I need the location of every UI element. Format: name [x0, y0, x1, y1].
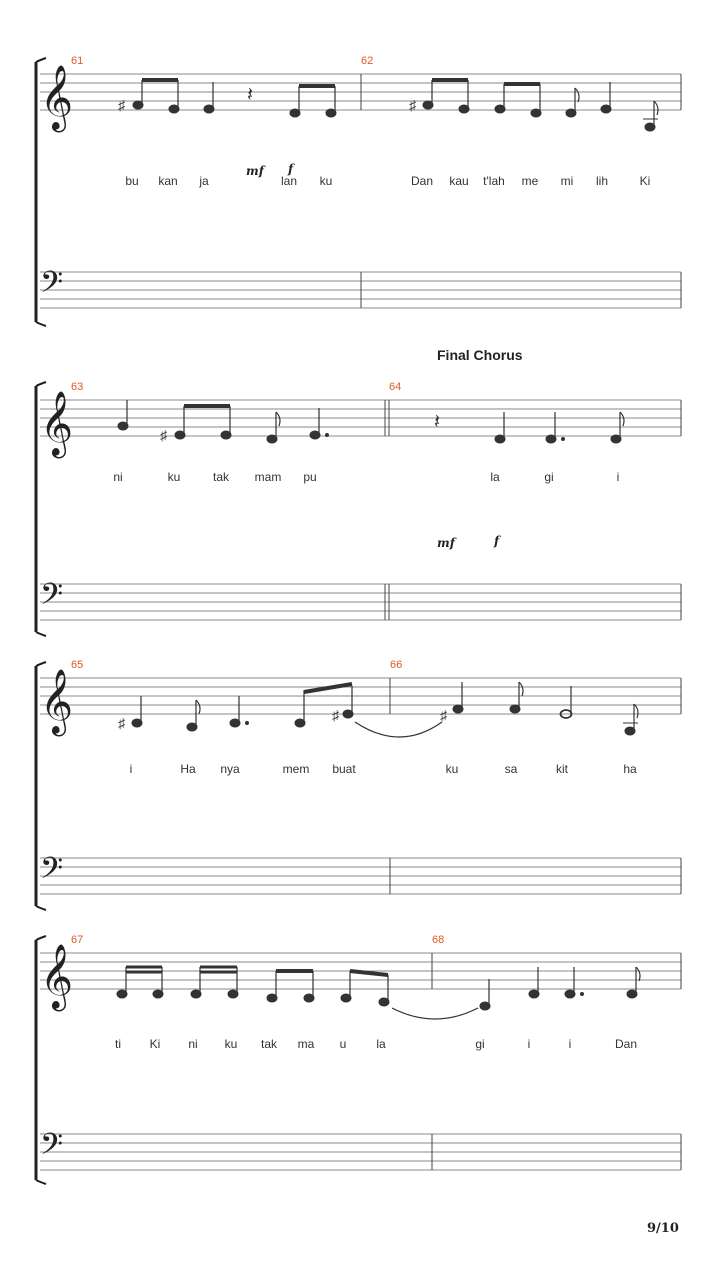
lyric-syllable: ku — [224, 1037, 238, 1051]
lyric-syllable: Dan — [410, 174, 434, 188]
lyric-syllable: kau — [449, 174, 469, 188]
lyric-syllable: ku — [445, 762, 459, 776]
lyric-syllable: la — [490, 470, 500, 484]
measure-number: 61 — [71, 55, 84, 67]
lyric-syllable: ha — [623, 762, 637, 776]
svg-text:𝄽: 𝄽 — [247, 84, 254, 106]
measure-number: 67 — [71, 934, 84, 946]
section-title: Final Chorus — [437, 347, 523, 363]
lyric-syllable: Ki — [149, 1037, 161, 1051]
lyric-syllable: ku — [319, 174, 333, 188]
svg-text:𝄽: 𝄽 — [434, 411, 441, 433]
dynamic-marking: mf — [246, 164, 264, 178]
svg-text:♯: ♯ — [409, 97, 416, 113]
bass-clef-icon: 𝄢 — [40, 852, 64, 893]
lyric-syllable: gi — [475, 1037, 485, 1051]
lyric-syllable: gi — [544, 470, 554, 484]
lyric-syllable: kan — [158, 174, 178, 188]
page-number: 9/10 — [647, 1221, 679, 1236]
lyric-syllable: i — [616, 470, 620, 484]
lyric-syllable: ti — [115, 1037, 121, 1051]
svg-text:♯: ♯ — [160, 427, 167, 443]
lyric-syllable: kit — [556, 762, 568, 776]
measure-number: 62 — [361, 55, 374, 67]
svg-text:♯: ♯ — [440, 707, 447, 723]
lyric-syllable: ku — [167, 470, 181, 484]
treble-clef-icon: 𝄞 — [40, 944, 74, 1009]
lyric-syllable: sa — [504, 762, 518, 776]
lyric-syllable: mem — [282, 762, 310, 776]
bass-clef-icon: 𝄢 — [40, 266, 64, 307]
dynamic-marking: f — [288, 162, 294, 176]
measure-number: 65 — [71, 659, 84, 671]
lyric-syllable: lih — [595, 174, 609, 188]
bass-clef-icon: 𝄢 — [40, 1128, 64, 1169]
lyric-syllable: Ki — [639, 174, 651, 188]
lyric-syllable: i — [568, 1037, 572, 1051]
measure-number: 68 — [432, 934, 445, 946]
lyric-syllable: Ha — [180, 762, 196, 776]
measure-number: 64 — [389, 381, 402, 393]
lyric-syllable: nya — [220, 762, 240, 776]
lyric-syllable: la — [376, 1037, 386, 1051]
lyric-syllable: ma — [297, 1037, 315, 1051]
lyric-syllable: tak — [260, 1037, 278, 1051]
lyric-syllable: ja — [199, 174, 209, 188]
treble-clef-icon: 𝄞 — [40, 669, 74, 734]
bass-clef-icon: 𝄢 — [40, 578, 64, 619]
measure-number: 66 — [390, 659, 403, 671]
measure-number: 63 — [71, 381, 84, 393]
lyric-syllable: pu — [303, 470, 317, 484]
lyric-syllable: i — [129, 762, 133, 776]
svg-text:♯: ♯ — [118, 715, 125, 731]
lyric-syllable: me — [521, 174, 539, 188]
lyric-syllable: buat — [332, 762, 356, 776]
lyric-syllable: ni — [188, 1037, 198, 1051]
lyric-syllable: Dan — [614, 1037, 638, 1051]
lyric-syllable: i — [527, 1037, 531, 1051]
svg-text:♯: ♯ — [118, 97, 125, 113]
dynamic-marking: mf — [437, 536, 455, 550]
lyric-syllable: mi — [560, 174, 574, 188]
lyric-syllable: mam — [254, 470, 282, 484]
dynamic-marking: f — [494, 534, 500, 548]
treble-clef-icon: 𝄞 — [40, 391, 74, 456]
treble-clef-icon: 𝄞 — [40, 65, 74, 130]
lyric-syllable: u — [339, 1037, 347, 1051]
lyric-syllable: tak — [212, 470, 230, 484]
svg-text:♯: ♯ — [332, 707, 339, 723]
lyric-syllable: bu — [125, 174, 139, 188]
lyric-syllable: lan — [280, 174, 298, 188]
lyric-syllable: t'lah — [483, 174, 505, 188]
lyric-syllable: ni — [113, 470, 123, 484]
